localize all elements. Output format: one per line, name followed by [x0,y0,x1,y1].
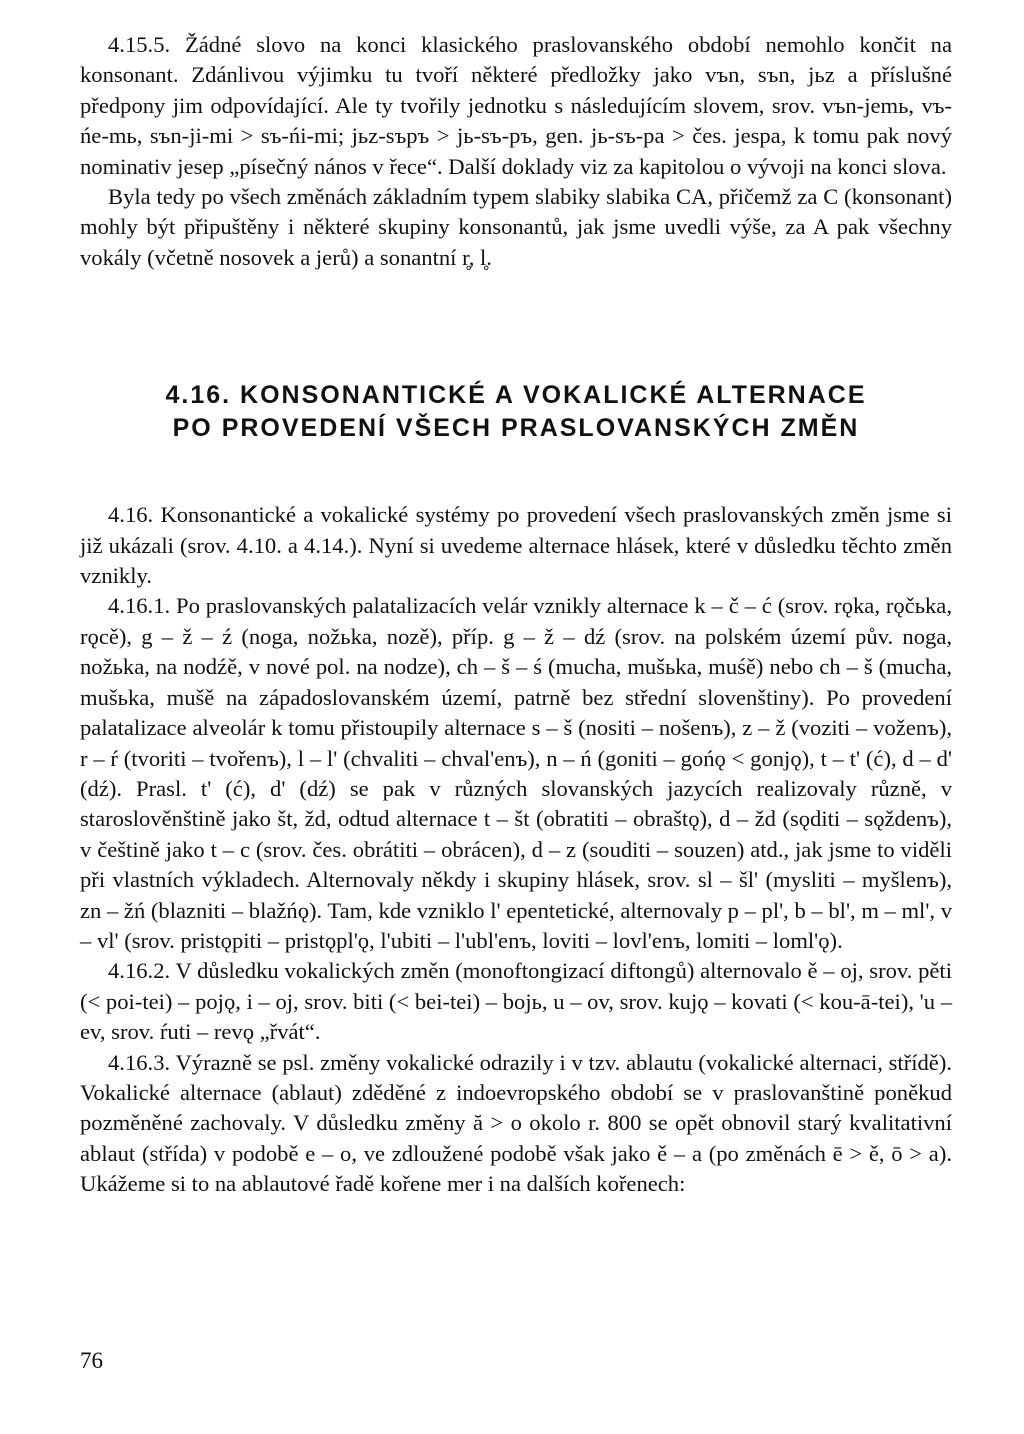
paragraph-syllable-type: Byla tedy po všech změnách základním typem slabiky slabika CA, přičemž za C (konsonant) mohly být připuštěny i některé skupiny konsonantů, jak jsme uvedli výše, za A pak všechny vokály (včetně nosovek a jerů) a sonantní r̥, l̥. [80,184,952,270]
paragraph-4-15-5: 4.15.5. Žádné slovo na konci klasického praslovanského období nemohlo končit na konsonant. Zdánlivou výjimku tu tvoří některé předložky jako vъn, sъn, jьz a příslušné předpony jim odpovídající. Ale ty tvořily jednotku s následujícím slovem, srov. vъn-jemь, vъ-ńe-mь, sъn-ji-mi > sъ-ńi-mi; jьz-sъpъ > jь-sъ-pъ, gen. jь-sъ-pa > čes. jespa, k tomu pak nový nominativ jesep „písečný nános v řece“. Další doklady viz za kapitolou o vývoji na konci slova. [80,32,952,179]
paragraph-4-16-3: 4.16.3. Výrazně se psl. změny vokalické odrazily i v tzv. ablautu (vokalické alternaci, střídě). Vokalické alternace (ablaut) zděděné z indoevropského období se v praslovanštině poněkud pozměněné zachovaly. V důsledku změny ă > o okolo r. 800 se opět obnovil starý kvalitativní ablaut (střída) v podobě e – o, ve zdloužené podobě však jako ě – a (po změnách ē > ě, ō > a). Ukážeme si to na ablautové řadě kořene mer i na dalších kořenech: [80,1049,952,1197]
paragraph-4-16-2: 4.16.2. V důsledku vokalických změn (monoftongizací diftongů) alternovalo ě – oj, srov. pěti (< poi-tei) – pojǫ, i – oj, srov. biti (< bei-tei) – bojь, u – ov, srov. kujǫ – kovati (< kou-ā-tei), 'u – ev, srov. ŕuti – revǫ „řvát“. [80,958,952,1045]
paragraph-4-16-1: 4.16.1. Po praslovanských palatalizacích velár vznikly alternace k – č – ć (srov. rǫka, rǫčьka, rǫcě), g – ž – ź (noga, nožьka, nozě), příp. g – ž – dź (srov. na polském území pův. noga, nožьka, na nodźě, v nové pol. na nodze), ch – š – ś (mucha, mušьka, muśě) nebo ch – š (mucha, mušьka, mušě na západoslovanském území, patrně bez střední slovenštiny). Po provedení palatalizace alveolár k tomu přistoupily alternace s – š (nositi – nošenъ), z – ž (voziti – voženъ), r – ŕ (tvoriti – tvořenъ), l – l' (chvaliti – chval'enъ), n – ń (goniti – gońǫ < gonjǫ), t – t' (ć), d – d' (dź). Prasl. t' (ć), d' (dź) se pak v různých slovanských jazycích realizovaly různě, v staroslověnštině jako št, žd, odtud alternace t – št (obratiti – obraštǫ), d – žd (sǫditi – sǫždenъ), v češtině jako t – c (srov. čes. obrátiti – obrácen), d – z (souditi – souzen) atd., jak jsme to viděli při vlastních výkladech. Alternovaly někdy i skupiny hlásek, srov. sl – šl' (mysliti – myšlenъ), zn – žń (blazniti – blažńǫ). Tam, kde vzniklo l' epentetické, alternovaly p – pl', b – bl', m – ml', v – vl' (srov. pristǫpiti – pristǫpl'ǫ, l'ubiti – l'ubl'enъ, loviti – lovl'enъ, lomiti – loml'ǫ). [80,593,952,953]
heading-line-1: 4.16. KONSONANTICKÉ A VOKALICKÉ ALTERNACE [165,381,867,410]
section-body [80,500,952,1199]
page-body [80,30,952,1200]
section-heading [80,379,952,445]
paragraph-4-16: 4.16. Konsonantické a vokalické systémy po provedení všech praslovanských změn jsme si již ukázali (srov. 4.10. a 4.14.). Nyní si uvedeme alternace hlásek, které v důsledku těchto změn vznikly. [80,502,952,589]
page-number: 76 [80,1348,103,1373]
heading-line-2: PO PROVEDENÍ VŠECH PRASLOVANSKÝCH ZMĚN [172,414,860,443]
